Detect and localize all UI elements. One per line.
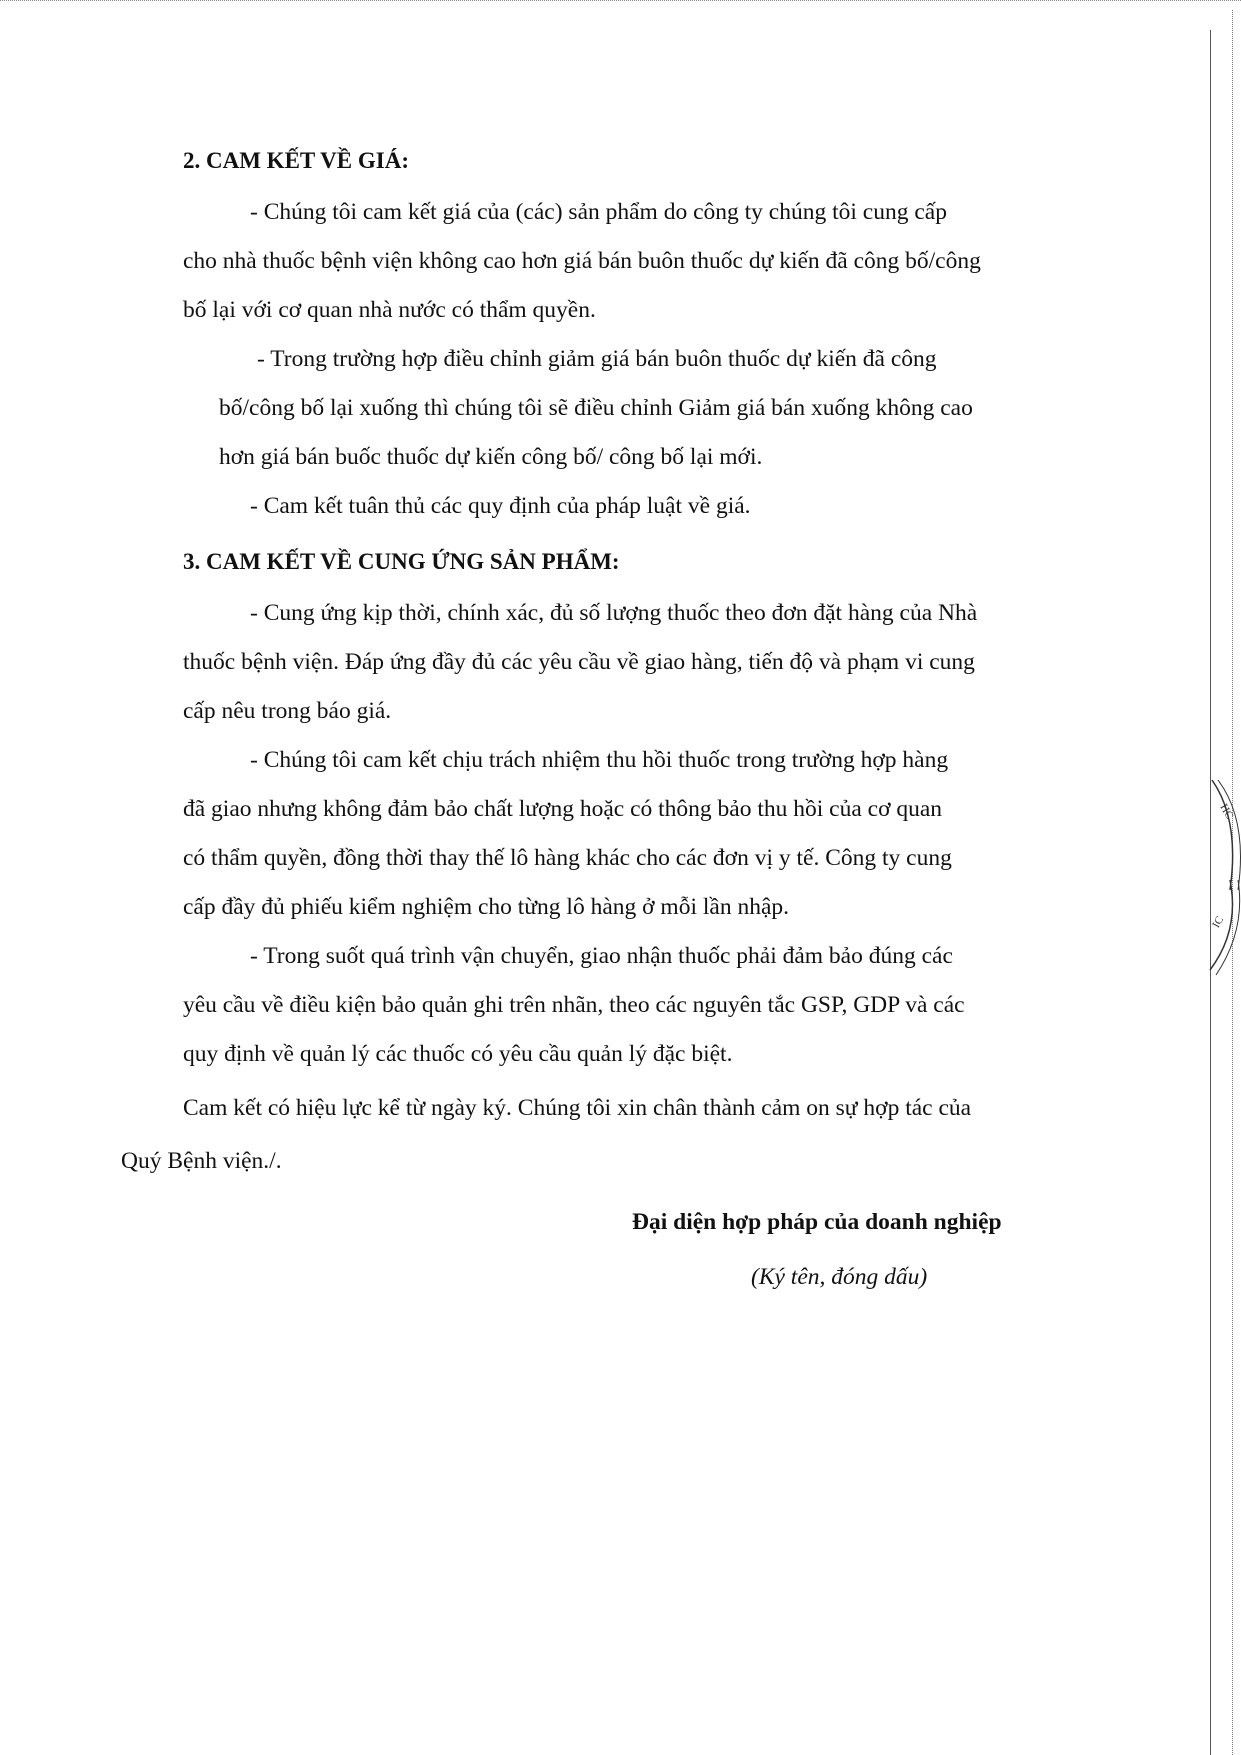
closing-line: Cam kết có hiệu lực kể từ ngày ký. Chúng tôi xin chân thành cảm on sự hợp tác của	[183, 1095, 972, 1121]
paragraph-line: - Trong trường hợp điều chỉnh giảm giá bán buôn thuốc dự kiến đã công	[257, 346, 937, 372]
stamp-fragment-bottom	[1200, 880, 1241, 1000]
paragraph-line: đã giao nhưng không đảm bảo chất lượng hoặc có thông bảo thu hồi của cơ quan	[183, 796, 943, 822]
closing-line: Quý Bệnh viện./.	[121, 1148, 282, 1174]
paragraph-line: quy định về quản lý các thuốc có yêu cầu quản lý đặc biệt.	[183, 1041, 733, 1067]
paragraph-line: cho nhà thuốc bệnh viện không cao hơn giá bán buôn thuốc dự kiến đã công bố/công	[183, 248, 981, 274]
paragraph-line: thuốc bệnh viện. Đáp ứng đầy đủ các yêu cầu về giao hàng, tiến độ và phạm vi cung	[183, 649, 975, 675]
section-3-heading: 3. CAM KẾT VỀ CUNG ỨNG SẢN PHẨM:	[183, 549, 620, 574]
stamp-text-hc: HC	[1217, 802, 1236, 822]
section-2-heading: 2. CAM KẾT VỀ GIÁ:	[183, 148, 409, 173]
signature-title: Đại diện hợp pháp của doanh nghiệp	[632, 1209, 1002, 1235]
paragraph-line: - Chúng tôi cam kết giá của (các) sản phẩm do công ty chúng tôi cung cấp	[250, 199, 947, 225]
signature-note: (Ký tên, đóng dấu)	[751, 1264, 928, 1290]
paragraph-line: - Cung ứng kịp thời, chính xác, đủ số lượng thuốc theo đơn đặt hàng của Nhà	[250, 600, 978, 626]
scan-top-border	[0, 0, 1241, 1]
paragraph-line: - Trong suốt quá trình vận chuyển, giao nhận thuốc phải đảm bảo đúng các	[250, 943, 953, 969]
paragraph-line: hơn giá bán buốc thuốc dự kiến công bố/ công bố lại mới.	[219, 444, 763, 470]
paragraph-line: cấp nêu trong báo giá.	[183, 698, 392, 724]
paragraph-line: - Chúng tôi cam kết chịu trách nhiệm thu hồi thuốc trong trường hợp hàng	[250, 747, 949, 773]
stamp-text-ic: IC	[1210, 914, 1227, 930]
paragraph-line: bố/công bố lại xuống thì chúng tôi sẽ điều chỉnh Giảm giá bán xuống không cao	[219, 395, 973, 421]
paragraph-line: có thẩm quyền, đồng thời thay thế lô hàng khác cho các đơn vị y tế. Công ty cung	[183, 845, 952, 871]
paragraph-line: yêu cầu về điều kiện bảo quản ghi trên nhãn, theo các nguyên tắc GSP, GDP và các	[183, 992, 965, 1018]
paragraph-line: bố lại với cơ quan nhà nước có thẩm quyền.	[183, 297, 596, 323]
paragraph-line: - Cam kết tuân thủ các quy định của pháp luật về giá.	[250, 493, 751, 519]
paragraph-line: cấp đầy đủ phiếu kiểm nghiệm cho từng lô hàng ở mỗi lần nhập.	[183, 894, 790, 920]
